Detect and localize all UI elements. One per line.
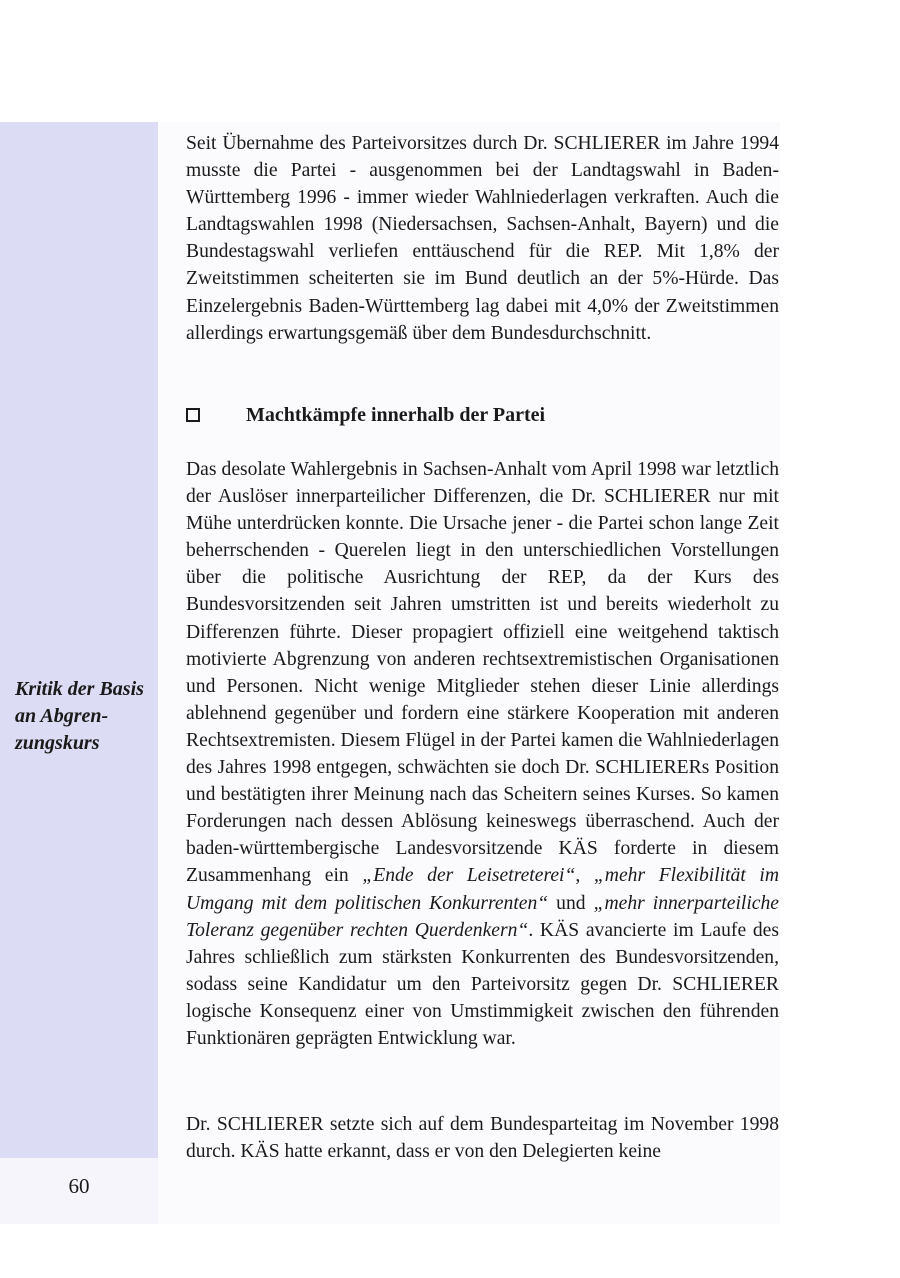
separator-2: und — [548, 892, 594, 914]
quote-toleranz: „mehr innerparteiliche Toleranz gegenüber rechten Querdenkern“ — [186, 892, 779, 941]
quote-flexibilitaet: „mehr Flexibilität im Umgang mit dem politischen Konkurrenten“ — [186, 865, 779, 914]
section-heading-text: Machtkämpfe innerhalb der Partei — [246, 404, 546, 426]
separator-1: , — [575, 865, 594, 887]
paragraph-2-text-end: . KÄS avancierte im Laufe des Jahres schließlich zum stärksten Konkurrenten des Bundesvorsitzenden, sodass seine Kandidatur um den Parteivorsitz gegen Dr. SCHLIERER logische Konsequenz einer von Umstimmigkeit zwischen den führenden Funktionären geprägten Entwicklung war. — [186, 919, 779, 1049]
paragraph-1: Seit Übernahme des Parteivorsitzes durch Dr. SCHLIERER im Jahre 1994 musste die Partei - ausgenommen bei der Landtagswahl in Baden-Württemberg 1996 - immer wieder Wahlniederlagen verkraften. Auch die Landtagswahlen 1998 (Niedersachsen, Sachsen-Anhalt, Bayern) und die Bundestagswahl verliefen enttäuschend für die REP. Mit 1,8% der Zweitstimmen scheiterten sie im Bund deutlich an der 5%-Hürde. Das Einzelergebnis Baden-Württemberg lag dabei mit 4,0% der Zweitstimmen allerdings erwartungsgemäß über dem Bundesdurchschnitt. — [186, 133, 779, 344]
quote-leisetreterei: „Ende der Leisetreterei“ — [362, 865, 576, 887]
section-heading — [186, 402, 779, 429]
paragraph-3: Dr. SCHLIERER setzte sich auf dem Bundesparteitag im November 1998 durch. KÄS hatte erkannt, dass er von den Delegierten keine — [186, 1114, 779, 1163]
paragraph-2-text: Das desolate Wahlergebnis in Sachsen-Anhalt vom April 1998 war letztlich der Auslöser innerparteilicher Differenzen, die Dr. SCHLIERER nur mit Mühe unterdrücken konnte. Die Ursache jener - die Partei schon lange Zeit beherrschenden - Querelen liegt in den unterschiedlichen Vorstellungen über die politische Ausrichtung der REP, da der Kurs des Bundesvorsitzenden seit Jahren umstritten ist und bereits wiederholt zu Differenzen führte. Dieser propagiert offiziell eine weitgehend taktisch motivierte Abgrenzung von anderen rechtsextremistischen Organisationen und Personen. Nicht wenige Mitglieder stehen dieser Linie allerdings ablehnend gegenüber und fordern eine stärkere Kooperation mit anderen Rechtsextremisten. Diesem Flügel in der Partei kamen die Wahlniederlagen des Jahres 1998 entgegen, schwächten sie doch Dr. SCHLIERERs Position und bestätigten ihrer Meinung nach das Scheitern seines Kurses. So kamen Forderungen nach dessen Ablösung keineswegs überraschend. Auch der baden-württembergische Landesvorsitzende KÄS forderte in diesem Zusammenhang ein — [186, 459, 779, 887]
paragraph-2 — [186, 456, 779, 1052]
margin-note: Kritik der Basis an Abgrenzungskurs — [15, 678, 144, 754]
page-number: 60 — [68, 1174, 90, 1198]
margin-sidebar — [0, 122, 158, 1158]
checkbox-bullet-icon — [186, 408, 200, 422]
